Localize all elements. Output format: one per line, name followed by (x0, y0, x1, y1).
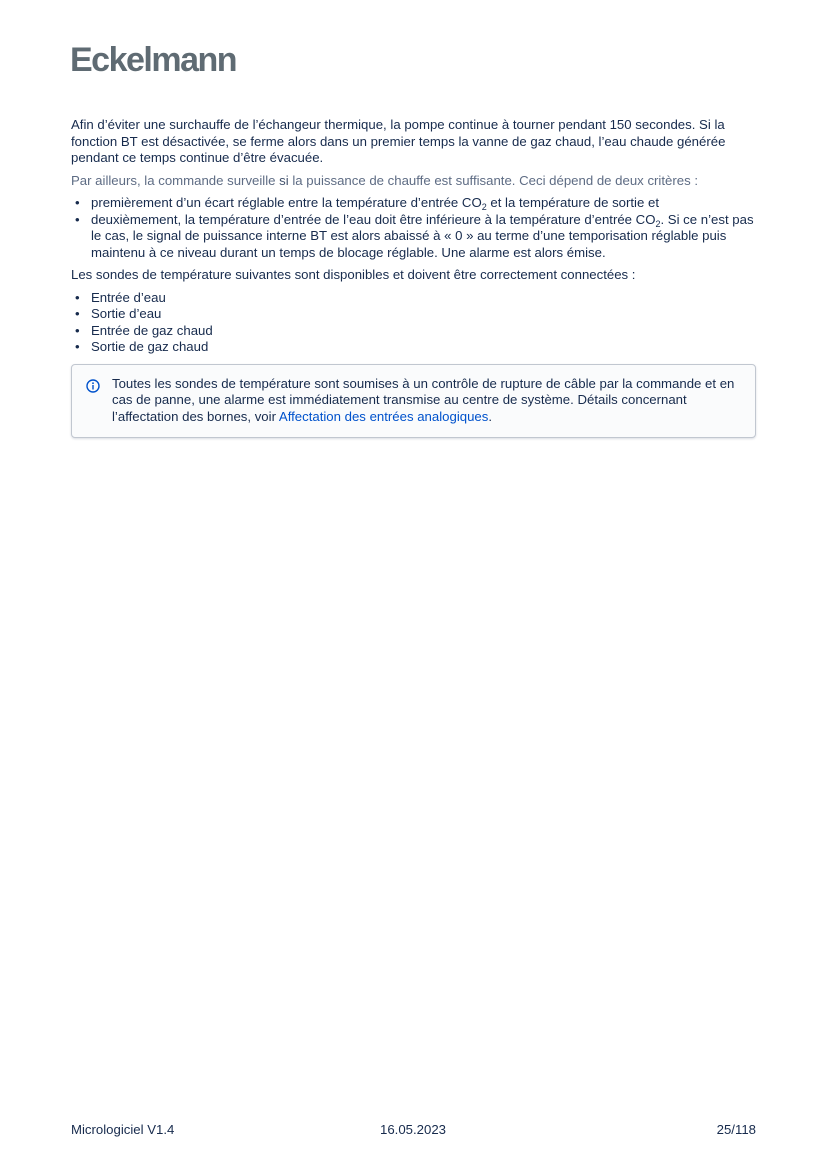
criteria-list (71, 195, 756, 261)
list-item: • Sortie d’eau (71, 306, 756, 323)
criteria-item-1-text-b: et la température de sortie et (486, 195, 659, 210)
paragraph-pump-overheat: Afin d’éviter une surchauffe de l’échangeur thermique, la pompe continue à tourner pendant 150 secondes. Si la fonction BT est désactivée, se ferme alors dans un premier temps la vanne de gaz chaud, l’eau chaude générée pendant ce temps continue d’être évacuée. (71, 117, 726, 165)
paragraph-heating-power-part3: la puissance de chauffe est suffisante. Ceci dépend de deux critères : (288, 172, 699, 188)
footer-page-number: 25/118 (716, 1122, 756, 1137)
paragraph-heating-power (71, 173, 756, 190)
info-panel-text: Toutes les sondes de température sont soumises à un contrôle de rupture de câble par la commande et en cas de panne, une alarme est immédiatement transmise au centre de système. Détails concernant l’affectation des bornes, voir (112, 375, 735, 425)
paragraph-sensors-intro: Les sondes de température suivantes sont disponibles et doivent être correctement connectées : (71, 267, 636, 282)
sensor-list (71, 290, 756, 356)
paragraph-heating-power-part1: Par ailleurs, la commande surveille (71, 172, 280, 188)
criteria-item-2 (71, 212, 756, 262)
criteria-item-1-text-a: premièrement d’un écart réglable entre la température d’entrée CO (91, 195, 482, 210)
footer-date: 16.05.2023 (380, 1122, 447, 1137)
criteria-item-2-subscript: 2 (655, 218, 661, 229)
info-panel (71, 364, 756, 438)
footer-firmware-version: Micrologiciel V1.4 (71, 1122, 175, 1137)
criteria-item-2-text-b: . Si ce n’est pas le cas, le signal de puissance interne BT est alors abaissé à « 0 » au terme d’une temporisation réglable puis maintenu à ce niveau durant un temps de blocage réglable. Une alarme est alors émise. (91, 211, 754, 260)
company-logo: Eckelmann (70, 41, 237, 79)
criteria-item-1-subscript: 2 (481, 202, 487, 212)
paragraph-heating-power-part2: si (279, 172, 289, 188)
list-item: • Entrée d’eau (71, 290, 756, 307)
list-item: • Entrée de gaz chaud (71, 323, 756, 340)
main-content (71, 117, 756, 438)
criteria-item-2-text-a: deuxièmement, la température d’entrée de l’eau doit être inférieure à la température d’entrée CO (91, 211, 656, 227)
criteria-item-1 (71, 195, 756, 212)
list-item: • Sortie de gaz chaud (71, 339, 756, 356)
info-panel-text-end: . (488, 409, 493, 425)
analog-inputs-link[interactable]: Affectation des entrées analogiques (278, 409, 489, 425)
info-icon (86, 379, 100, 393)
